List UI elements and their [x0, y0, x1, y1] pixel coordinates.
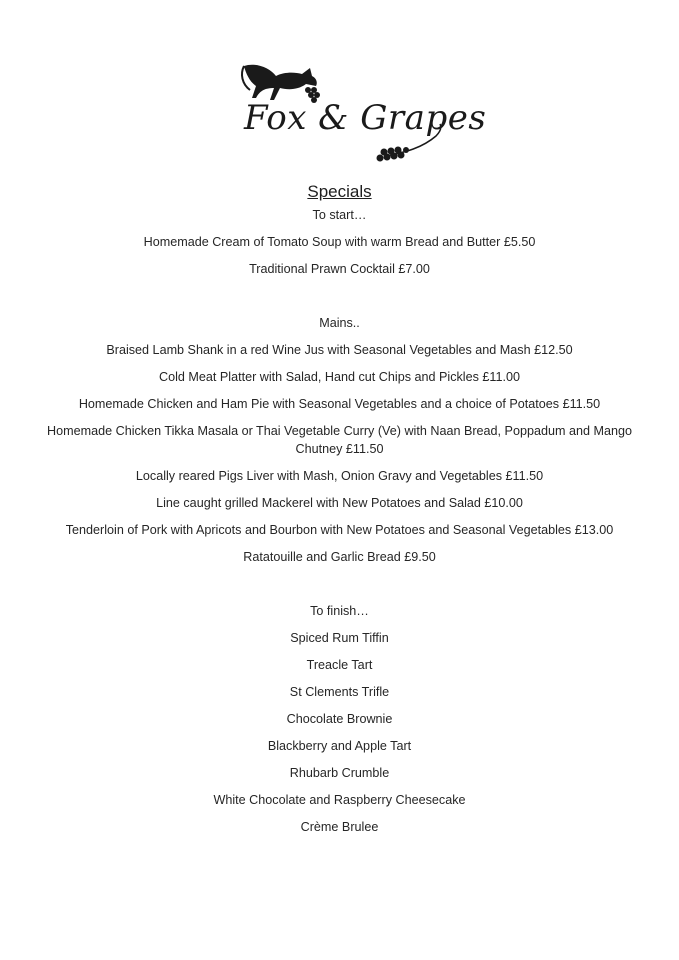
menu-item: Ratatouille and Garlic Bread £9.50	[243, 550, 436, 564]
menu-item: Treacle Tart	[306, 658, 373, 672]
menu-item: Spiced Rum Tiffin	[290, 631, 389, 645]
menu-item: Chocolate Brownie	[286, 712, 393, 726]
section-spacer	[0, 278, 679, 305]
menu-item: Homemade Chicken and Ham Pie with Seasonal Vegetables and a choice of Potatoes £11.50	[78, 397, 601, 411]
menu-item: Braised Lamb Shank in a red Wine Jus with Seasonal Vegetables and Mash £12.50	[106, 343, 573, 357]
starters-heading: To start…	[312, 208, 367, 222]
menu-item: Traditional Prawn Cocktail £7.00	[249, 262, 430, 276]
menu-item: Locally reared Pigs Liver with Mash, Onion Gravy and Vegetables £11.50	[135, 469, 544, 483]
menu-item: Line caught grilled Mackerel with New Potatoes and Salad £10.00	[156, 496, 523, 510]
menu-item: Tenderloin of Pork with Apricots and Bourbon with New Potatoes and Seasonal Vegetables £13.00	[65, 523, 614, 537]
logo-text: Fox & Grapes	[244, 98, 487, 138]
menu-item: Blackberry and Apple Tart	[267, 739, 412, 753]
desserts-heading: To finish…	[310, 604, 369, 618]
menu-item: Crème Brulee	[300, 820, 379, 834]
menu-item: Rhubarb Crumble	[289, 766, 390, 780]
menu-item: White Chocolate and Raspberry Cheesecake	[213, 793, 466, 807]
fox-and-grapes-logo	[236, 60, 487, 170]
specials-menu	[0, 178, 679, 836]
menu-item: Cold Meat Platter with Salad, Hand cut Chips and Pickles £11.00	[159, 370, 520, 384]
mains-heading: Mains..	[319, 316, 360, 330]
menu-item: St Clements Trifle	[289, 685, 390, 699]
page-title: Specials	[307, 182, 372, 201]
menu-item: Homemade Cream of Tomato Soup with warm Bread and Butter £5.50	[143, 235, 536, 249]
menu-item: Homemade Chicken Tikka Masala or Thai Vegetable Curry (Ve) with Naan Bread, Poppadum and Mango Chutney £11.50	[47, 424, 632, 456]
section-spacer	[0, 566, 679, 593]
